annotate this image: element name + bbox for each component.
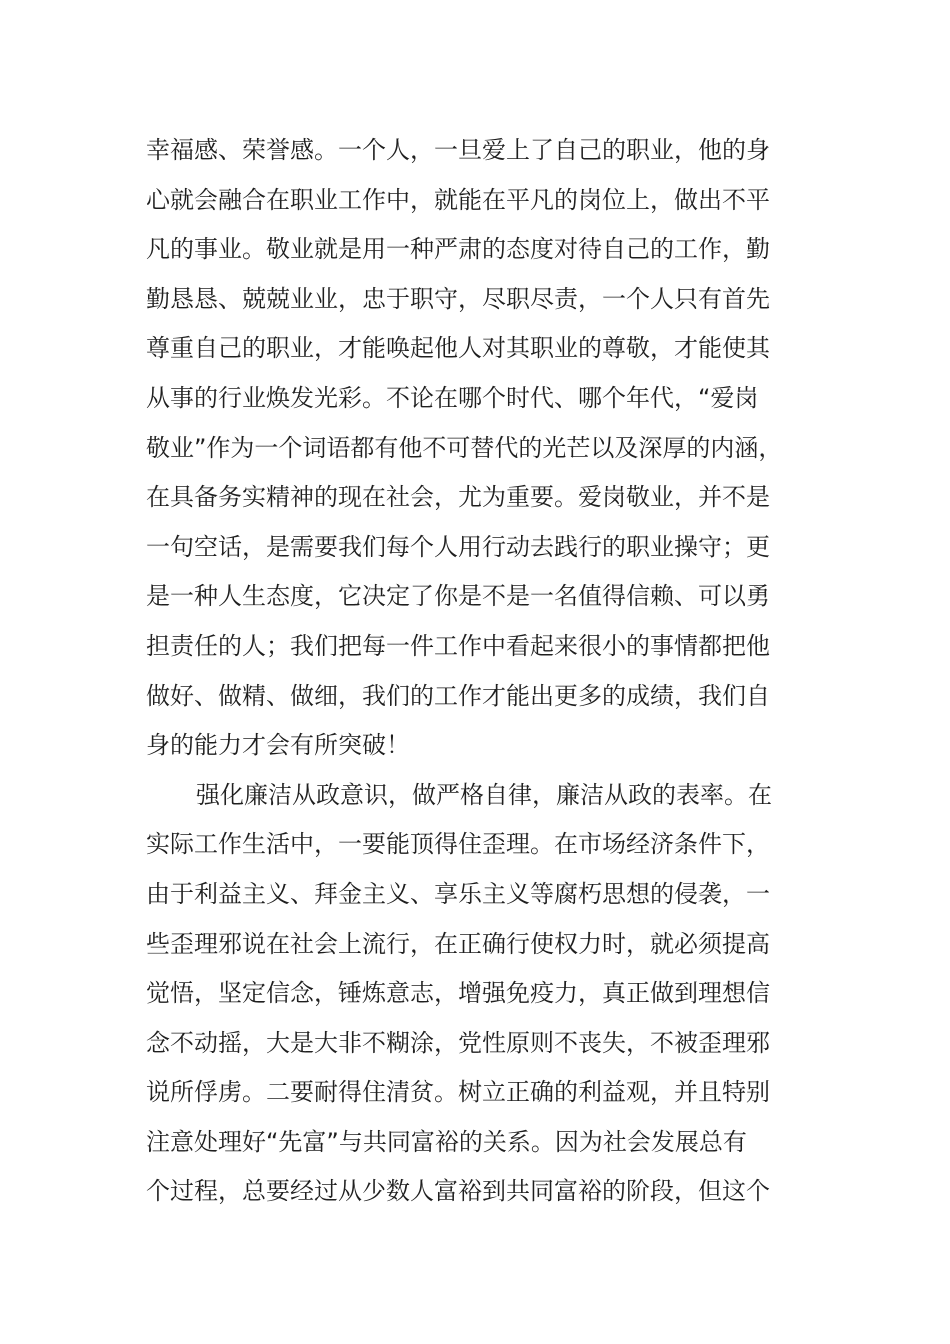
text-line: 从事的行业焕发光彩。不论在哪个时代、哪个年代，“爱岗 bbox=[146, 383, 759, 412]
text-line: 身的能力才会有所突破！ bbox=[146, 731, 410, 760]
text-line: 凡的事业。敬业就是用一种严肃的态度对待自己的工作，勤 bbox=[146, 235, 770, 264]
paragraph-1 bbox=[146, 126, 806, 771]
text-line: 勤恳恳、兢兢业业，忠于职守，尽职尽责，一个人只有首先 bbox=[146, 284, 770, 313]
text-line: 幸福感、荣誉感。一个人，一旦爱上了自己的职业，他的身 bbox=[146, 136, 770, 164]
text-line: 个过程，总要经过从少数人富裕到共同富裕的阶段，但这个 bbox=[146, 1177, 770, 1206]
text-line: 由于利益主义、拜金主义、享乐主义等腐朽思想的侵袭，一 bbox=[146, 879, 770, 908]
text-line: 念不动摇，大是大非不糊涂，党性原则不丧失，不被歪理邪 bbox=[146, 1028, 770, 1057]
text-line: 担责任的人；我们把每一件工作中看起来很小的事情都把他 bbox=[146, 631, 770, 660]
text-line: 心就会融合在职业工作中，就能在平凡的岗位上，做出不平 bbox=[146, 185, 770, 214]
text-line: 敬业”作为一个词语都有他不可替代的光芒以及深厚的内涵， bbox=[146, 433, 783, 462]
text-line: 在具备务实精神的现在社会，尤为重要。爱岗敬业，并不是 bbox=[146, 483, 770, 512]
text-line: 强化廉洁从政意识，做严格自律，廉洁从政的表率。在 bbox=[196, 780, 772, 809]
text-line: 尊重自己的职业，才能唤起他人对其职业的尊敬，才能使其 bbox=[146, 334, 770, 363]
text-line: 说所俘虏。二要耐得住清贫。树立正确的利益观，并且特别 bbox=[146, 1078, 770, 1107]
text-line: 实际工作生活中，一要能顶得住歪理。在市场经济条件下， bbox=[146, 830, 770, 859]
text-line: 注意处理好“先富”与共同富裕的关系。因为社会发展总有 bbox=[146, 1127, 747, 1156]
text-line: 觉悟，坚定信念，锤炼意志，增强免疫力，真正做到理想信 bbox=[146, 979, 770, 1008]
text-line: 是一种人生态度，它决定了你是不是一名值得信赖、可以勇 bbox=[146, 582, 770, 611]
paragraph-2 bbox=[146, 771, 806, 1217]
text-line: 做好、做精、做细，我们的工作才能出更多的成绩，我们自 bbox=[146, 681, 770, 710]
document-body bbox=[146, 126, 806, 1217]
text-line: 些歪理邪说在社会上流行，在正确行使权力时，就必须提高 bbox=[146, 929, 770, 958]
text-line: 一句空话，是需要我们每个人用行动去践行的职业操守；更 bbox=[146, 532, 770, 561]
